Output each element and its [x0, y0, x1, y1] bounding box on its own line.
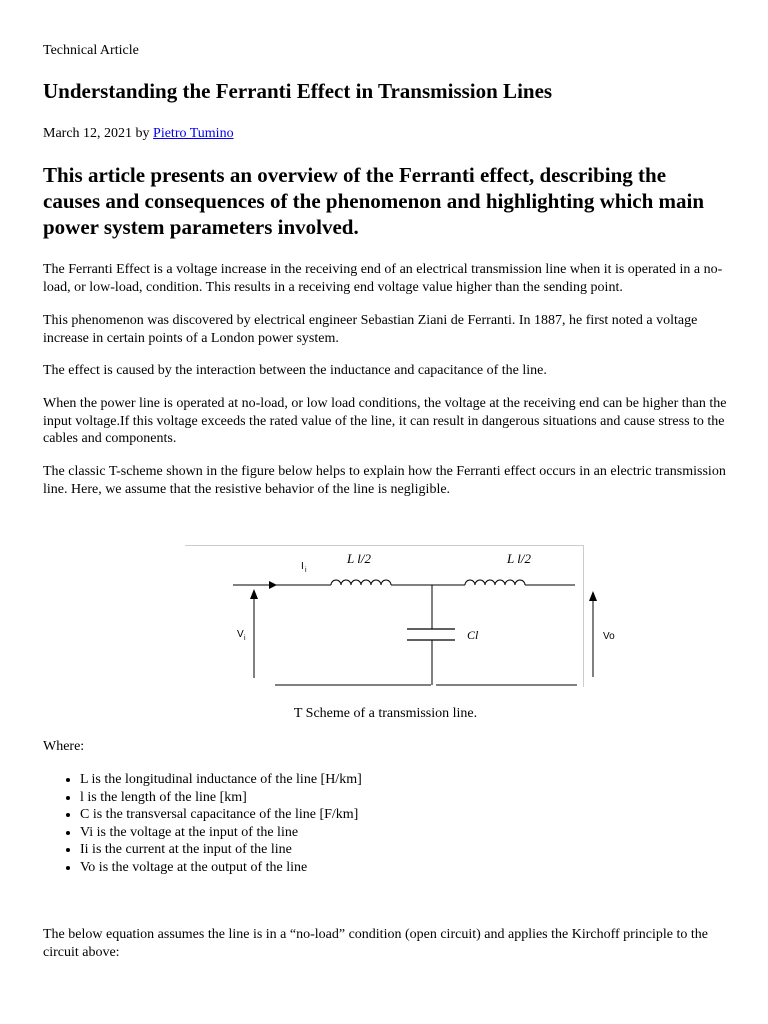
list-item: • Ii is the current at the input of the line — [80, 841, 362, 859]
paragraph: The effect is caused by the interaction between the inductance and capacitance of the line. — [43, 363, 547, 378]
inductor-left-icon — [331, 580, 391, 585]
paragraph: The below equation assumes the line is in a “no-load” condition (open circuit) and applies the Kirchoff principle to the circuit above: — [43, 927, 708, 960]
list-item: • Vo is the voltage at the output of the line — [80, 859, 362, 877]
input-voltage-label: V — [237, 629, 244, 640]
article-lead: This article presents an overview of the Ferranti effect, describing the causes and consequences of the phenomenon and highlighting which main power system parameters involved. — [43, 163, 705, 239]
publish-date: March 12, 2021 by — [43, 126, 154, 141]
article-category: Technical Article — [43, 43, 139, 58]
list-item: • l is the length of the line [km] — [80, 789, 362, 807]
input-voltage-subscript: i — [244, 635, 246, 642]
capacitor-label: Cl — [467, 628, 479, 642]
list-item: • Vi is the voltage at the input of the line — [80, 824, 362, 842]
current-subscript: i — [305, 567, 307, 574]
figure-caption: T Scheme of a transmission line. — [293, 706, 478, 721]
byline — [43, 126, 234, 142]
paragraph: The classic T-scheme shown in the figure below helps to explain how the Ferranti effect occurs in an electric transmission line. Here, we assume that the resistive behavior of the line is negligible. — [43, 464, 726, 497]
author-link[interactable]: Pietro Tumino — [153, 126, 234, 141]
where-label: Where: — [43, 739, 85, 754]
inductor-right-label: L l/2 — [507, 551, 531, 566]
input-voltage-arrow-icon — [250, 589, 258, 599]
inductor-right-icon — [465, 580, 525, 585]
current-label: I — [301, 561, 304, 572]
paragraph: When the power line is operated at no-load, or low load conditions, the voltage at the receiving end can be higher than the input voltage.If this voltage exceeds the rated value of the line, it can result in dangerous situations and cause stress to the cables and components. — [43, 396, 727, 446]
current-arrow-icon — [269, 581, 277, 589]
list-item: • C is the transversal capacitance of the line [F/km] — [80, 806, 362, 824]
definition-list — [43, 771, 362, 876]
paragraph: The Ferranti Effect is a voltage increase in the receiving end of an electrical transmission line when it is operated in a no-load, or low-load, condition. This results in a receiving end voltage value higher than the sending point. — [43, 262, 723, 295]
inductor-left-label: L l/2 — [347, 551, 371, 566]
output-voltage-label: Vo — [603, 631, 615, 642]
paragraph: This phenomenon was discovered by electrical engineer Sebastian Ziani de Ferranti. In 1887, he first noted a voltage increase in certain points of a London power system. — [43, 313, 698, 346]
t-scheme-diagram — [185, 545, 615, 687]
article-title: Understanding the Ferranti Effect in Transmission Lines — [43, 79, 553, 103]
output-voltage-arrow-icon — [589, 591, 597, 601]
list-item: • L is the longitudinal inductance of the line [H/km] — [80, 771, 362, 789]
